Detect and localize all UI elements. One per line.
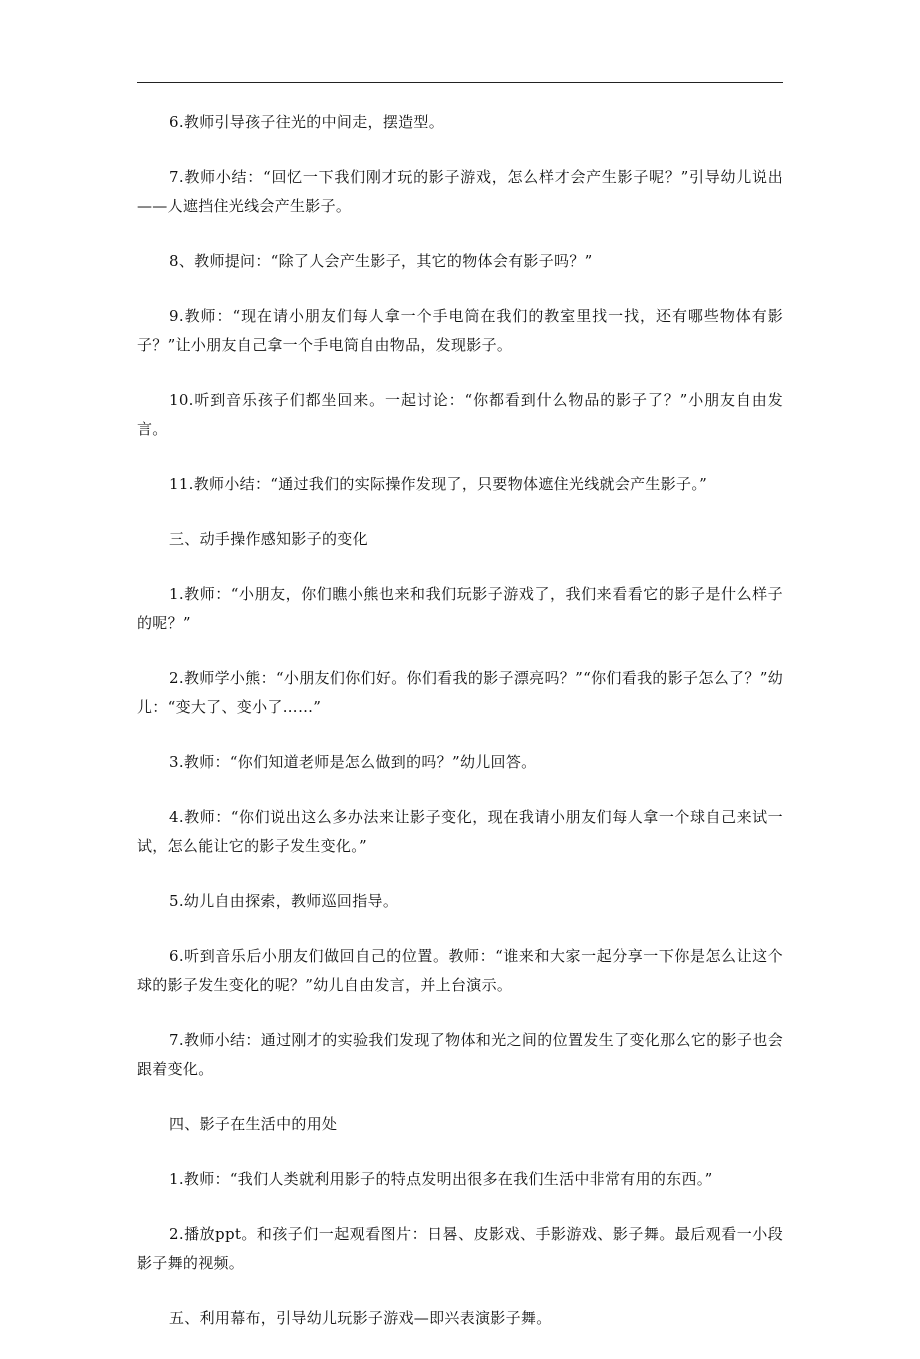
- paragraph-step-7-summary: 7.教师小结：“回忆一下我们刚才玩的影子游戏，怎么样才会产生影子呢？”引导幼儿说出——人遮挡住光线会产生影子。: [137, 168, 783, 215]
- paragraph-s3-step-1: 1.教师：“小朋友，你们瞧小熊也来和我们玩影子游戏了，我们来看看它的影子是什么样子的呢？”: [137, 585, 783, 632]
- paragraph-s4-step-1: 1.教师：“我们人类就利用影子的特点发明出很多在我们生活中非常有用的东西。”: [169, 1170, 713, 1188]
- paragraph-step-10-discussion: 10.听到音乐孩子们都坐回来。一起讨论：“你都看到什么物品的影子了？”小朋友自由发言。: [137, 391, 783, 438]
- document-body: [137, 108, 783, 1359]
- header-rule: [137, 82, 783, 83]
- paragraph-step-9-flashlight: 9.教师：“现在请小朋友们每人拿一个手电筒在我们的教室里找一找，还有哪些物体有影子？”让小朋友自己拿一个手电筒自由物品，发现影子。: [137, 307, 783, 354]
- section-heading-4: 四、影子在生活中的用处: [169, 1115, 338, 1133]
- paragraph-step-11-summary: 11.教师小结：“通过我们的实际操作发现了，只要物体遮住光线就会产生影子。”: [169, 475, 708, 493]
- paragraph-s3-step-7: 7.教师小结：通过刚才的实验我们发现了物体和光之间的位置发生了变化那么它的影子也会跟着变化。: [137, 1031, 783, 1078]
- section-heading-5: 五、利用幕布，引导幼儿玩影子游戏—即兴表演影子舞。: [169, 1309, 552, 1327]
- paragraph-step-6-guide: 6.教师引导孩子往光的中间走，摆造型。: [169, 113, 445, 131]
- paragraph-s3-step-3: 3.教师：“你们知道老师是怎么做到的吗？”幼儿回答。: [169, 753, 537, 771]
- paragraph-s4-step-2: 2.播放ppt。和孩子们一起观看图片：日晷、皮影戏、手影游戏、影子舞。最后观看一小段影子舞的视频。: [137, 1225, 783, 1272]
- paragraph-s3-step-5: 5.幼儿自由探索，教师巡回指导。: [169, 892, 399, 910]
- section-heading-3: 三、动手操作感知影子的变化: [169, 530, 368, 548]
- paragraph-s3-step-6: 6.听到音乐后小朋友们做回自己的位置。教师：“谁来和大家一起分享一下你是怎么让这个球的影子发生变化的呢？”幼儿自由发言，并上台演示。: [137, 947, 783, 994]
- paragraph-s3-step-2: 2.教师学小熊：“小朋友们你们好。你们看我的影子漂亮吗？”“你们看我的影子怎么了？”幼儿：“变大了、变小了……”: [137, 669, 783, 716]
- paragraph-step-8-question: 8、教师提问：“除了人会产生影子，其它的物体会有影子吗？”: [169, 252, 593, 270]
- paragraph-s3-step-4: 4.教师：“你们说出这么多办法来让影子变化，现在我请小朋友们每人拿一个球自己来试一试，怎么能让它的影子发生变化。”: [137, 808, 783, 855]
